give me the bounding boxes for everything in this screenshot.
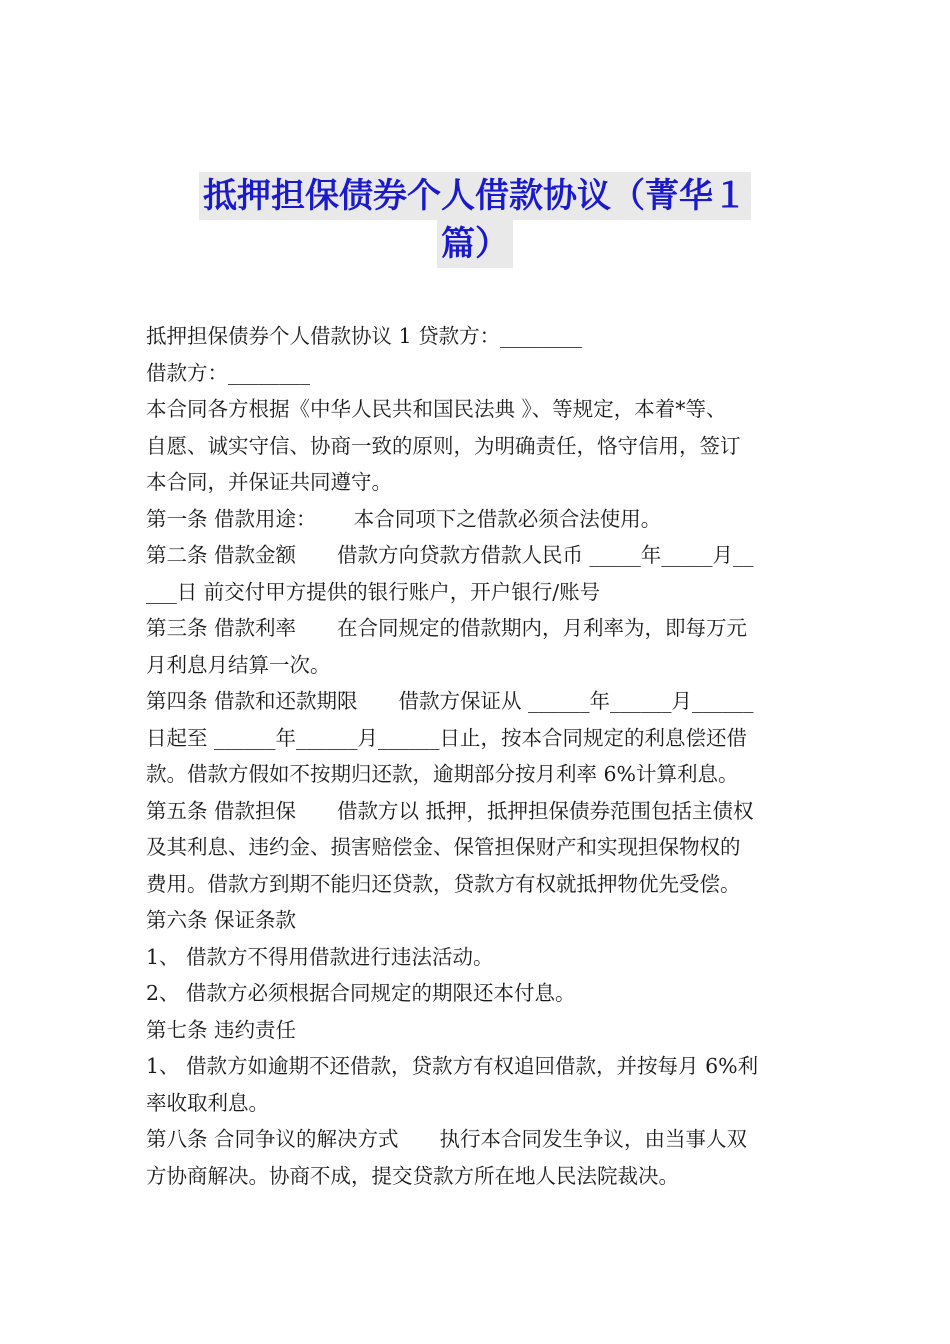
document-body [146,318,810,1194]
body-line: 费用。借款方到期不能归还贷款，贷款方有权就抵押物优先受偿。 [146,871,741,896]
body-line: 第二条 借款金额 借款方向贷款方借款人民币 _____年_____月__ [146,543,754,567]
body-line: 第四条 借款和还款期限 借款方保证从 ______年______月______ [146,689,754,713]
body-line: 第八条 合同争议的解决方式 执行本合同发生争议，由当事人双 [146,1127,748,1151]
body-line: 款。借款方假如不按期归还款，逾期部分按月利率 6%计算利息。 [146,762,739,786]
body-line: 抵押担保债券个人借款协议 1 贷款方：________ [146,324,583,348]
body-line: 第六条 保证条款 [146,908,297,932]
body-line: 自愿、诚实守信、协商一致的原则，为明确责任，恪守信用，签订 [146,433,741,458]
title-line-1: 抵押担保债券个人借款协议（菁华１ [199,172,751,220]
body-line: 第三条 借款利率 在合同规定的借款期内，月利率为，即每万元 [146,616,748,640]
body-line: 方协商解决。协商不成，提交贷款方所在地人民法院裁决。 [146,1163,679,1188]
document-title [150,172,800,268]
body-line: 本合同各方根据《中华人民共和国民法典 》、等规定，本着*等、 [146,397,727,421]
title-line-2: 篇） [437,220,513,268]
body-line: 日起至 ______年______月______日止，按本合同规定的利息偿还借 [146,725,748,750]
body-line: 率收取利息。 [146,1090,269,1115]
body-line: 借款方：________ [146,360,310,385]
body-line: 及其利息、违约金、损害赔偿金、保管担保财产和实现担保物权的 [146,835,741,859]
body-line: 第五条 借款担保 借款方以 抵押，抵押担保债券范围包括主债权 [146,798,754,823]
body-line: 2、 借款方必须根据合同规定的期限还本付息。 [146,981,576,1005]
body-line: ___日 前交付甲方提供的银行账户，开户银行/账号 [146,579,601,604]
body-line: 月利息月结算一次。 [146,652,331,677]
body-line: 1、 借款方如逾期不还借款，贷款方有权追回借款，并按每月 6%利 [146,1054,759,1078]
body-line: 第七条 违约责任 [146,1017,297,1042]
body-line: 本合同，并保证共同遵守。 [146,470,392,494]
body-line: 1、 借款方不得用借款进行违法活动。 [146,944,494,969]
body-line: 第一条 借款用途： 本合同项下之借款必须合法使用。 [146,506,662,531]
